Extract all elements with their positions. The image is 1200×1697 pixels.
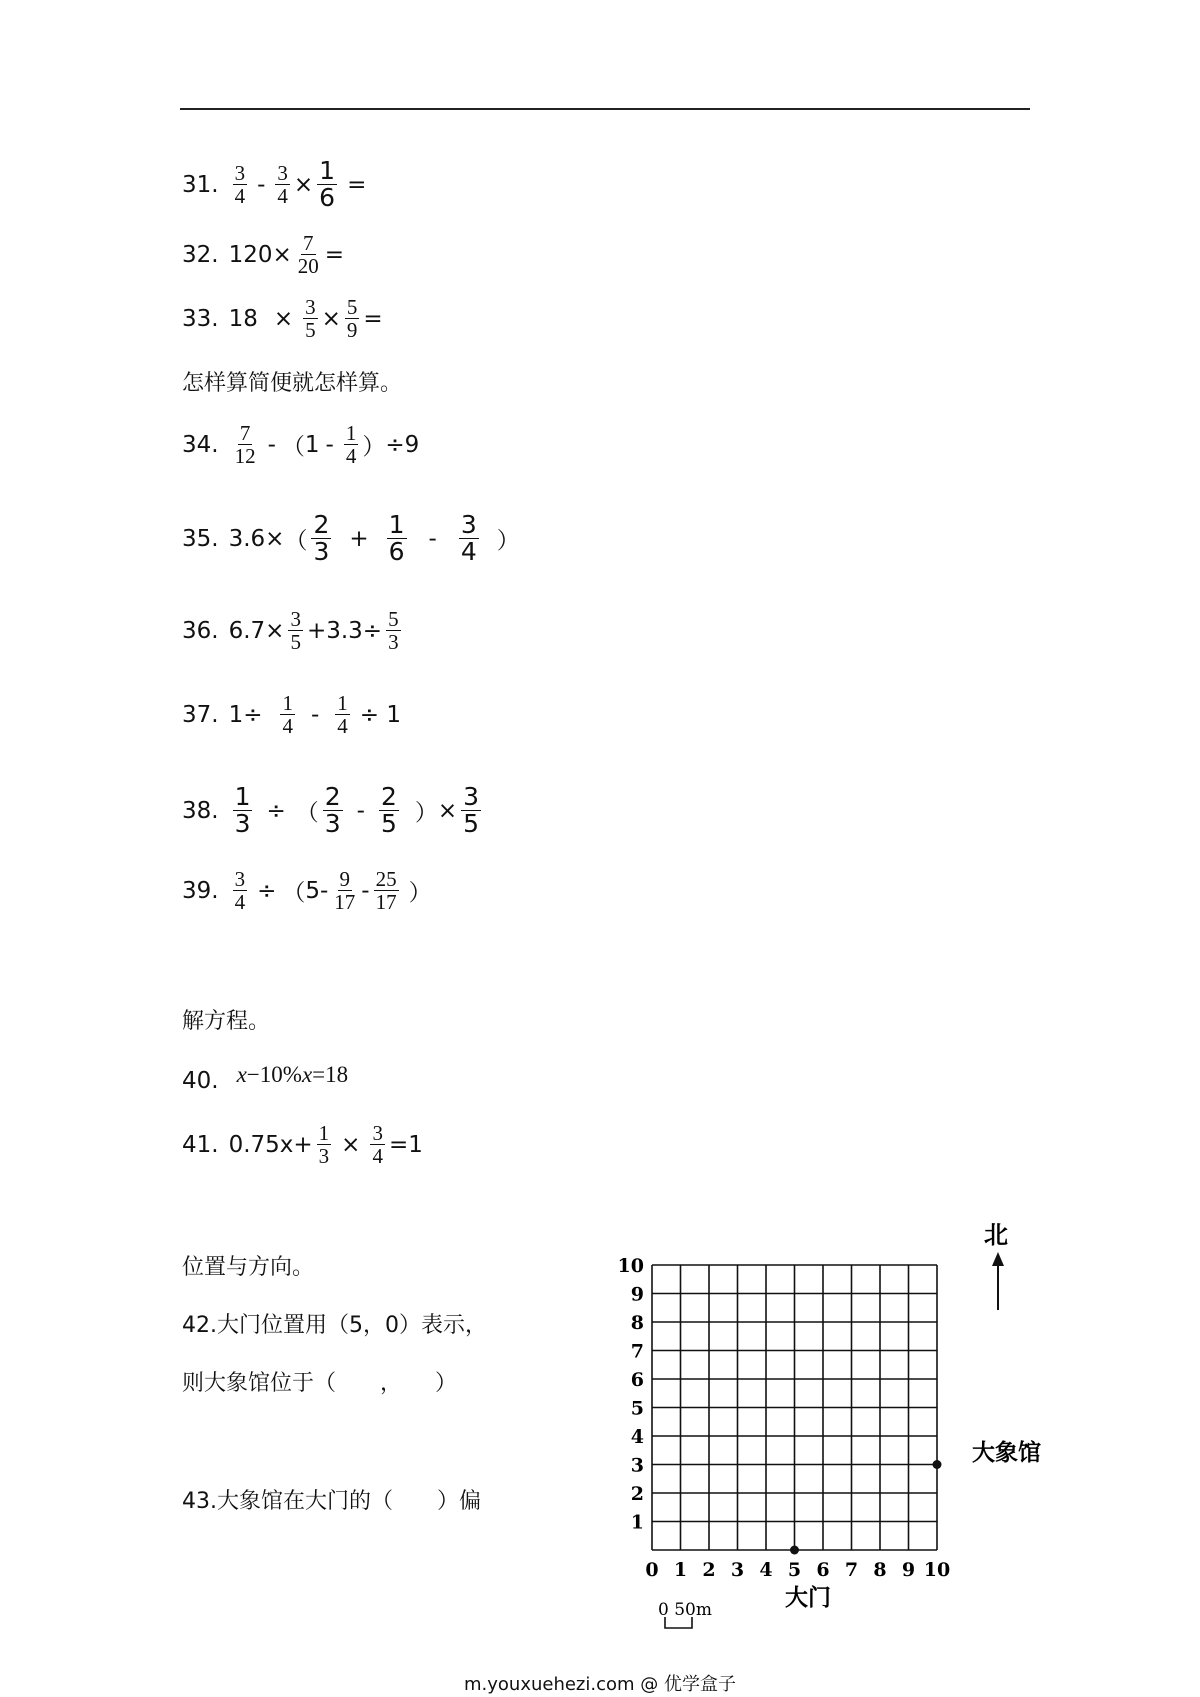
y-tick-label: 8 xyxy=(630,1312,644,1334)
problem-35 xyxy=(182,512,520,566)
fraction xyxy=(386,608,401,653)
operator: - xyxy=(428,525,437,552)
denominator: 20 xyxy=(297,254,319,279)
problem-number: 31. xyxy=(182,171,219,198)
x-tick-label: 5 xyxy=(787,1559,802,1581)
fraction xyxy=(461,784,481,838)
problem-number: 36. xyxy=(182,617,219,644)
denominator: 9 xyxy=(346,318,358,343)
fraction xyxy=(288,608,303,653)
problem-43: 43.大象馆在大门的（ ）偏 xyxy=(182,1489,481,1514)
expression-mid: +3.3÷ xyxy=(306,617,383,644)
operator: ÷ xyxy=(266,797,286,824)
equals-sign: =1 xyxy=(388,1131,423,1158)
paren-open: （ xyxy=(281,434,305,461)
problem-32 xyxy=(182,232,344,277)
footer-watermark: m.youxuehezi.com @ 优学盒子 xyxy=(463,1674,736,1695)
paren-open: （ xyxy=(284,528,308,555)
numerator: 1 xyxy=(282,691,293,715)
operator: × xyxy=(293,171,314,198)
paren-close: ） xyxy=(496,528,520,555)
point-gate xyxy=(790,1546,799,1555)
operator: - xyxy=(257,171,266,198)
operator: - xyxy=(361,877,370,904)
equals-sign: = xyxy=(324,241,345,268)
equation xyxy=(237,1062,349,1088)
denominator: 4 xyxy=(234,890,246,915)
variable: x xyxy=(301,1062,313,1087)
numerator: 3 xyxy=(372,1121,383,1145)
scale-label: 0 50m xyxy=(658,1600,712,1620)
expression-tail: ÷ 1 xyxy=(359,701,402,728)
problem-41 xyxy=(182,1122,423,1167)
gate-label: 大门 xyxy=(785,1584,831,1611)
fraction xyxy=(459,512,479,566)
variable: x xyxy=(236,1062,247,1087)
fraction xyxy=(233,162,248,207)
number: 1 xyxy=(304,431,320,458)
problem-36 xyxy=(182,608,405,653)
numerator: 1 xyxy=(319,156,336,185)
numerator: 3 xyxy=(305,295,316,319)
expression-lead: 3.6× xyxy=(228,525,285,552)
denominator: 12 xyxy=(234,444,256,469)
problem-number: 33. xyxy=(182,305,219,332)
problem-number: 34. xyxy=(182,431,219,458)
operator: - xyxy=(356,797,365,824)
grid-labels xyxy=(618,1255,951,1581)
denominator: 3 xyxy=(234,809,251,839)
fraction xyxy=(335,692,350,737)
problem-number: 39. xyxy=(182,877,219,904)
denominator: 4 xyxy=(372,1144,383,1169)
denominator: 4 xyxy=(282,714,293,739)
problem-33 xyxy=(182,296,383,341)
numerator: 1 xyxy=(388,510,405,539)
operator: - xyxy=(325,431,334,458)
fraction xyxy=(233,784,253,838)
numerator: 3 xyxy=(460,510,477,539)
fraction xyxy=(370,1122,385,1167)
equals-sign: = xyxy=(363,305,383,332)
numerator: 1 xyxy=(234,782,251,811)
grid-lines xyxy=(652,1265,937,1550)
operator: × xyxy=(437,797,458,824)
north-label: 北 xyxy=(984,1220,1008,1249)
x-tick-label: 0 xyxy=(645,1559,659,1581)
operator: + xyxy=(349,525,369,552)
y-tick-label: 6 xyxy=(630,1369,644,1391)
denominator: 17 xyxy=(334,890,356,915)
expression-lead: 6.7× xyxy=(228,617,285,644)
numerator: 2 xyxy=(324,782,341,811)
denominator: 5 xyxy=(290,630,301,655)
expression-lead: 18 xyxy=(228,305,258,332)
problem-number: 41. xyxy=(182,1131,219,1158)
numerator: 5 xyxy=(388,607,399,631)
operator: × xyxy=(321,305,341,332)
numerator: 3 xyxy=(277,161,288,186)
section-heading-simplify: 怎样算简便就怎样算。 xyxy=(182,371,403,396)
equals-sign: = xyxy=(347,171,367,198)
paren-close: ） xyxy=(408,880,432,907)
denominator: 6 xyxy=(388,537,405,567)
north-arrowhead-icon xyxy=(992,1252,1004,1266)
x-tick-label: 4 xyxy=(759,1559,773,1581)
coordinate-grid xyxy=(600,1210,1080,1640)
problem-31 xyxy=(182,158,372,212)
problem-number: 40. xyxy=(182,1068,219,1094)
denominator: 5 xyxy=(305,318,316,343)
expression-lead: 1÷ xyxy=(228,701,263,728)
fraction xyxy=(345,296,360,341)
problem-number: 37. xyxy=(182,701,219,728)
x-tick-label: 3 xyxy=(730,1559,745,1581)
problem-34 xyxy=(182,422,419,467)
fraction xyxy=(344,422,359,467)
operator: × xyxy=(341,1131,361,1158)
denominator: 17 xyxy=(375,890,397,915)
x-tick-label: 2 xyxy=(702,1559,716,1581)
denominator: 4 xyxy=(234,184,246,209)
denominator: 4 xyxy=(460,537,477,567)
numerator: 2 xyxy=(313,510,330,539)
fraction xyxy=(275,162,290,207)
point-elephant xyxy=(933,1460,942,1469)
denominator: 4 xyxy=(277,184,288,209)
numerator: 2 xyxy=(380,782,397,811)
numerator: 3 xyxy=(290,607,301,631)
numerator: 1 xyxy=(345,421,357,445)
fraction xyxy=(280,692,295,737)
problem-39 xyxy=(182,868,432,913)
problem-42-line2: 则大象馆位于（ ， ） xyxy=(182,1371,458,1396)
numerator: 7 xyxy=(303,231,314,255)
y-tick-label: 2 xyxy=(630,1483,644,1505)
fraction xyxy=(311,512,331,566)
problem-number: 38. xyxy=(182,797,219,824)
denominator: 5 xyxy=(380,809,397,839)
section-heading-equation: 解方程。 xyxy=(182,1009,271,1034)
paren-open: （ xyxy=(282,880,306,907)
x-tick-label: 1 xyxy=(673,1559,688,1581)
y-tick-label: 5 xyxy=(630,1397,644,1420)
y-tick-label: 3 xyxy=(630,1454,644,1477)
grid-points xyxy=(790,1460,942,1555)
y-tick-label: 10 xyxy=(617,1255,644,1277)
fraction xyxy=(233,868,248,913)
denominator: 3 xyxy=(324,809,341,839)
paren-close: ） xyxy=(362,434,386,461)
x-tick-label: 10 xyxy=(923,1559,951,1581)
denominator: 4 xyxy=(337,714,348,739)
x-tick-label: 9 xyxy=(901,1559,916,1581)
numerator: 3 xyxy=(234,867,246,891)
fraction xyxy=(323,784,343,838)
denominator: 5 xyxy=(463,809,480,839)
header-rule xyxy=(180,108,1030,110)
numerator: 5 xyxy=(346,295,358,319)
numerator: 3 xyxy=(234,161,246,186)
operator: - xyxy=(267,431,276,458)
expression-tail: ÷9 xyxy=(385,431,420,458)
operator: ÷ xyxy=(257,877,277,904)
x-tick-label: 6 xyxy=(816,1559,830,1581)
problem-40 xyxy=(182,1062,349,1094)
y-tick-label: 7 xyxy=(630,1340,644,1363)
numerator: 1 xyxy=(337,691,348,715)
problem-38 xyxy=(182,784,485,838)
fraction xyxy=(374,868,399,913)
numerator: 9 xyxy=(339,867,351,891)
fraction xyxy=(379,784,399,838)
fraction xyxy=(296,232,321,277)
numerator: 1 xyxy=(318,1121,330,1145)
expression-lead: 120× xyxy=(228,241,292,268)
problem-number: 35. xyxy=(182,525,219,552)
y-tick-label: 1 xyxy=(630,1511,644,1534)
fraction xyxy=(317,1122,332,1167)
fraction xyxy=(317,158,337,212)
elephant-label: 大象馆 xyxy=(972,1439,1041,1466)
problem-42-line1: 42.大门位置用（5，0）表示， xyxy=(182,1313,487,1338)
fraction xyxy=(387,512,407,566)
section-heading-position: 位置与方向。 xyxy=(182,1255,315,1280)
expression-lead: 0.75x+ xyxy=(228,1131,313,1158)
y-tick-label: 4 xyxy=(630,1426,644,1448)
denominator: 3 xyxy=(313,537,330,567)
x-tick-label: 7 xyxy=(844,1559,859,1581)
fraction xyxy=(332,868,357,913)
y-tick-label: 9 xyxy=(630,1283,644,1306)
paren-close: ） xyxy=(414,800,438,827)
denominator: 3 xyxy=(318,1144,330,1169)
fraction xyxy=(303,296,318,341)
paren-open: （ xyxy=(295,800,319,827)
expression-mid: −10% xyxy=(246,1062,302,1087)
numerator: 3 xyxy=(463,782,480,811)
numerator: 7 xyxy=(239,421,251,445)
problem-37 xyxy=(182,692,401,737)
problem-number: 32. xyxy=(182,241,219,268)
fraction xyxy=(233,422,258,467)
operator: × xyxy=(273,305,294,332)
denominator: 6 xyxy=(319,183,336,213)
denominator: 3 xyxy=(388,630,399,655)
x-tick-label: 8 xyxy=(873,1559,887,1581)
expression-rhs: =18 xyxy=(312,1062,349,1087)
operator: - xyxy=(310,701,320,728)
denominator: 4 xyxy=(345,444,357,469)
numerator: 25 xyxy=(375,867,397,891)
number: 5- xyxy=(305,877,329,904)
